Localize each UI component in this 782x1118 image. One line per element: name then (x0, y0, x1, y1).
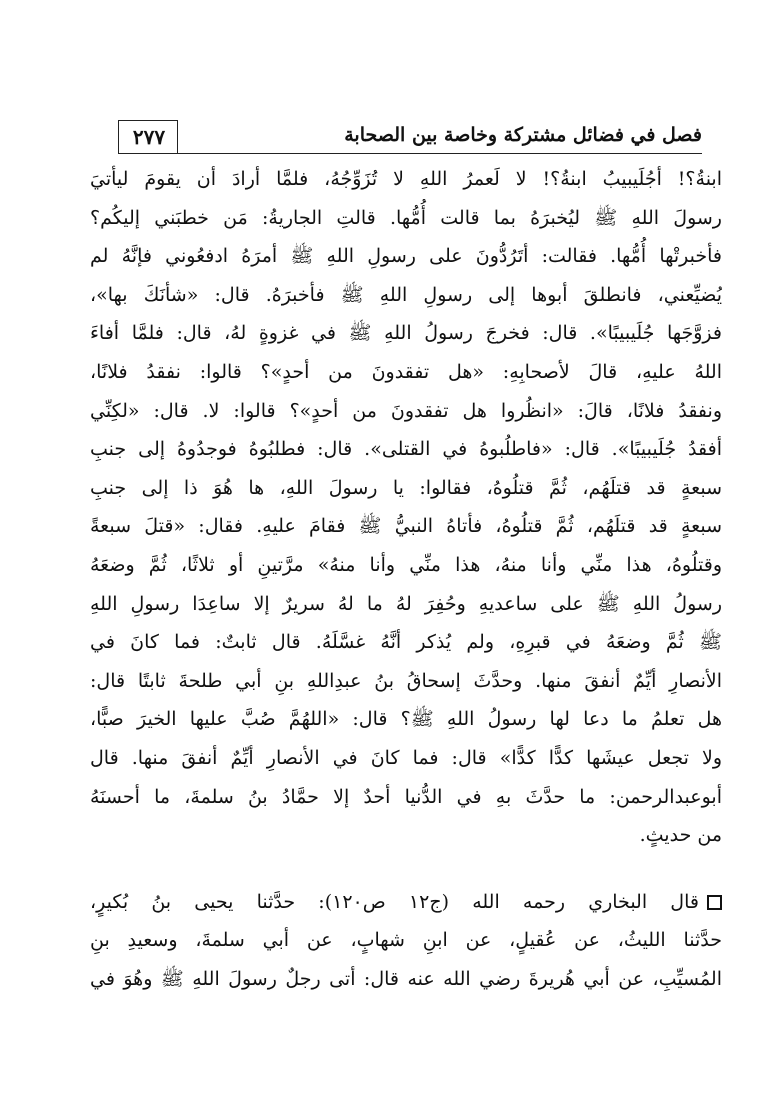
running-title: فصل في فضائل مشتركة وخاصة بين الصحابة (344, 124, 702, 146)
text-line: فأخبرتْها أُمُّها. فقالت: أتَرُدُّونَ على رسولِ اللهِ ﷺ أمرَهُ ادفعُوني فإنَّهُ لم (90, 245, 722, 268)
text-line: يُضيِّعني، فانطلقَ أبوها إلى رسولِ اللهِ ﷺ فأخبرَهُ. قال: «شأنَكَ بها»، (90, 283, 722, 306)
text-line: سبعةٍ قد قتلَهُم، ثُمَّ قتلُوهُ، فقالوا: يا رسولَ اللهِ، ها هُوَ ذا إلى جنبِ (90, 476, 722, 499)
square-bullet-icon (707, 895, 722, 910)
text-line: أفقدُ جُلَيبيبًا». قال: «فاطلُبوهُ في القتلى». قال: فطلبُوهُ فوجدُوهُ إلى جنبِ (90, 438, 722, 461)
text-line: رسولَ اللهِ ﷺ ليُخبرَهُ بما قالت أُمُّها. قالتِ الجاريةُ: مَن خطبَني إليكُم؟ (90, 206, 722, 229)
text-line: ﷺ ثُمَّ وضعَهُ في قبرِهِ، ولم يُذكر أنَّهُ غسَّلَهُ. قال ثابتٌ: فما كانَ في (90, 631, 722, 654)
paragraph-gap (90, 855, 722, 883)
text-line: ابنةُ؟! أجُلَيبيبُ ابنةُ؟! لا لَعمرُ اللهِ لا تُزَوِّجُهُ، فلمَّا أرادَ أن يقومَ ليأتيَ (90, 168, 722, 190)
text-line: ونفقدُ فلانًا، قالَ: «انظُروا هل تفقدونَ من أحدٍ»؟ قالوا: لا. قال: «لكِنِّي (90, 399, 722, 422)
main-text (90, 160, 722, 998)
text-line: ولا تجعل عيشَها كدًّا كدًّا» قال: فما كانَ في الأنصارِ أيِّمٌ أنفقَ منها. قال (90, 746, 722, 769)
hadith-text: قال البخاري رحمه الله (ج١٢ ص١٢٠): حدَّثنا يحيى بنُ بُكيرٍ، (90, 890, 699, 913)
header-divider (118, 153, 702, 154)
text-line: سبعةٍ قد قتلَهُم، ثُمَّ قتلُوهُ، فأتاهُ النبيُّ ﷺ فقامَ عليهِ. فقال: «قتلَ سبعةً (90, 515, 722, 538)
text-line: المُسيِّبِ، عن أبي هُريرةَ رضي الله عنه قال: أتى رجلٌ رسولَ اللهِ ﷺ وهُوَ في (90, 967, 722, 990)
hadith-first-line (90, 883, 722, 922)
text-line: فزوَّجَها جُلَيبيبًا». قال: فخرجَ رسولُ اللهِ ﷺ في غزوةٍ لهُ، قال: فلمَّا أفاءَ (90, 322, 722, 345)
page-number-box (118, 120, 178, 153)
text-line: من حديثٍ. (639, 824, 722, 847)
page-header (118, 120, 702, 154)
text-line: حدَّثنا الليثُ، عن عُقيلٍ، عن ابنِ شهابٍ، عن أبي سلمةَ، وسعيدِ بنِ (90, 929, 722, 952)
text-line: هل تعلمُ ما دعا لها رسولُ اللهِ ﷺ؟ قال: «اللهُمَّ صُبَّ عليها الخيرَ صبًّا، (90, 708, 722, 731)
text-line: وقتلُوهُ، هذا منِّي وأنا منهُ، هذا منِّي وأنا منهُ» مرَّتينِ أو ثلاثًا، ثُمَّ وضعَهُ (90, 553, 722, 576)
text-line: رسولُ اللهِ ﷺ على ساعديهِ وحُفِرَ لهُ ما لهُ سريرٌ إلا ساعِدَا رسولِ اللهِ (90, 592, 722, 615)
text-line: اللهُ عليهِ، قالَ لأصحابِهِ: «هل تفقدونَ من أحدٍ»؟ قالوا: نفقدُ فلانًا، (90, 360, 722, 383)
page-number: ٢٧٧ (132, 125, 166, 149)
text-line: الأنصارِ أيِّمٌ أنفقَ منها. وحدَّثَ إسحاقُ بنُ عبدِاللهِ بنِ أبي طلحةَ ثابتًا قال: (90, 669, 722, 692)
text-line: أبوعبدالرحمن: ما حدَّثَ بهِ في الدُّنيا أحدٌ إلا حمَّادُ بنُ سلمةَ، ما أحسنَهُ (90, 785, 722, 808)
